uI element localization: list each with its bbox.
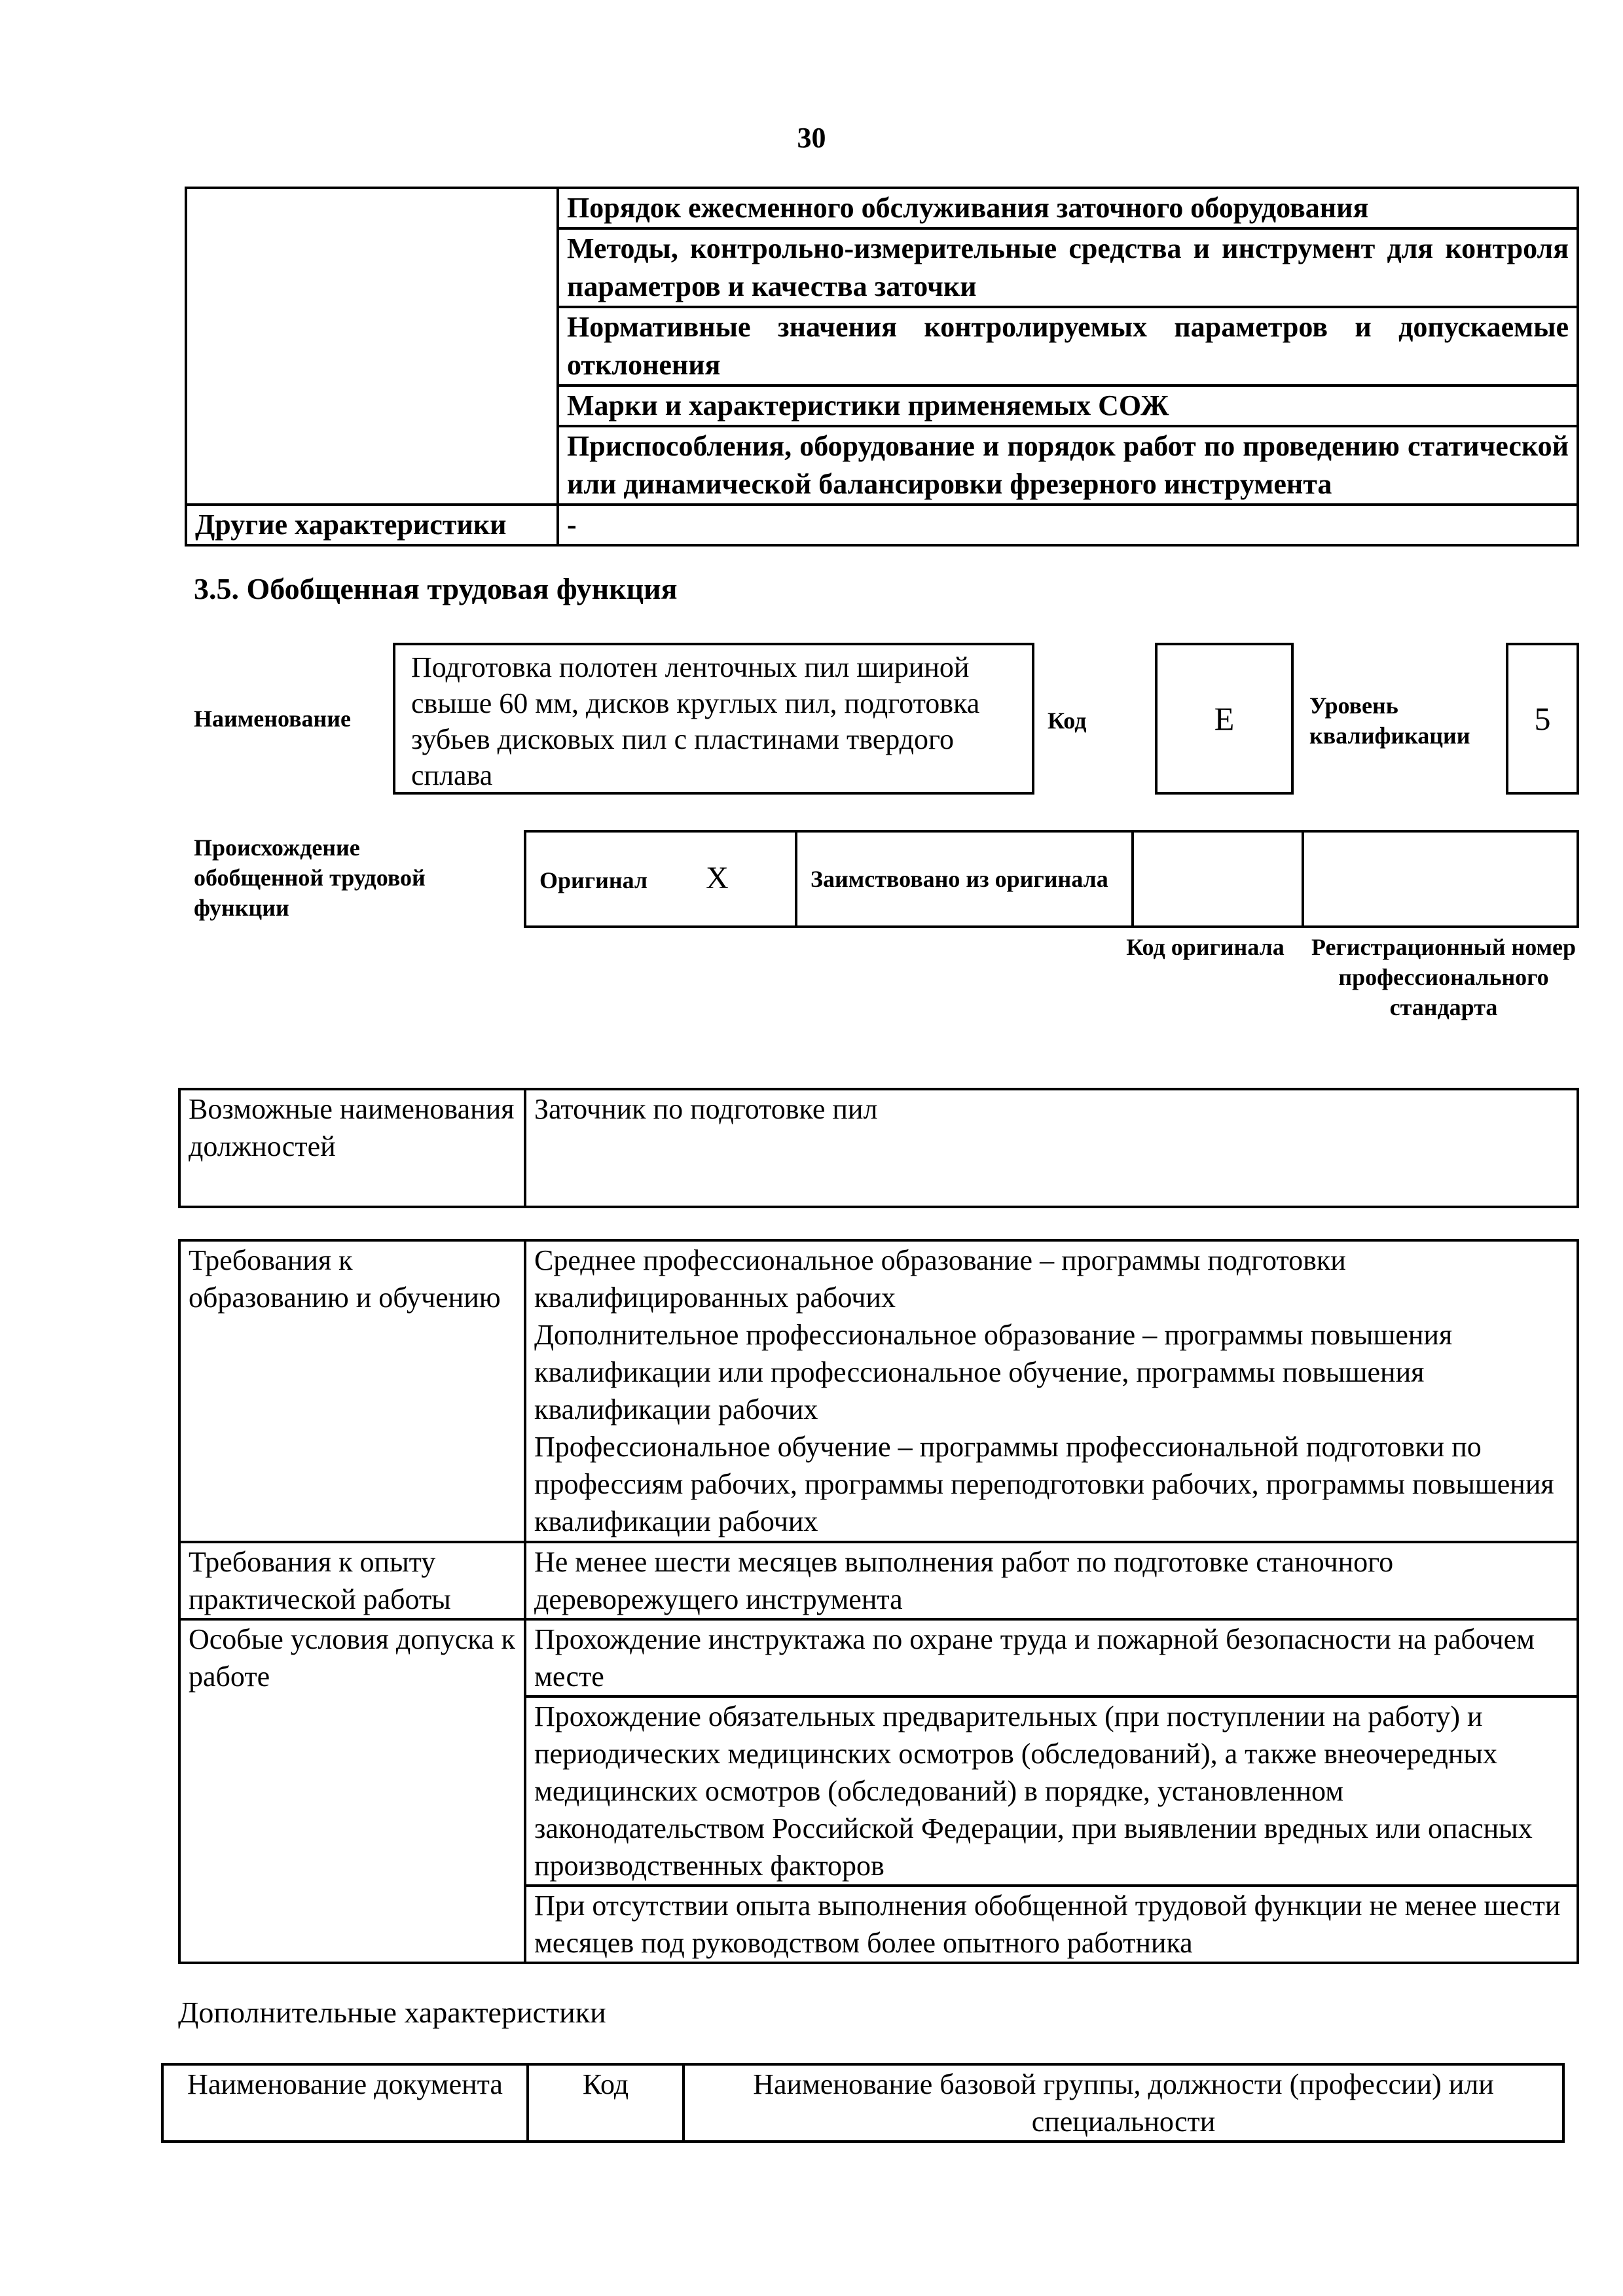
level-value: 5 (1534, 700, 1551, 737)
empty-label-cell (186, 188, 558, 505)
registration-number-caption: Регистрационный номер профессионального стандарта (1311, 934, 1577, 1020)
original-label: Оригинал (539, 867, 648, 893)
experience-label: Требования к опыту практической работы (179, 1542, 525, 1619)
knowledge-row: Марки и характеристики применяемых СОЖ (558, 386, 1578, 426)
original-mark: X (706, 860, 729, 895)
original-code-cell (1133, 831, 1303, 927)
knowledge-continuation-table (185, 187, 1579, 547)
column-header-document: Наименование документа (162, 2064, 528, 2142)
other-characteristics-value: - (558, 505, 1578, 545)
registration-number-cell (1303, 831, 1578, 927)
experience-value: Не менее шести месяцев выполнения работ по подготовке станочного дереворежущего инструмента (525, 1542, 1578, 1619)
borrowed-label: Заимствовано из оригинала (796, 831, 1133, 927)
level-box (1506, 643, 1579, 795)
column-header-code: Код (528, 2064, 684, 2142)
education-label: Требования к образованию и обучению (179, 1240, 525, 1542)
column-header-base-group: Наименование базовой группы, должности (профессии) или специальности (684, 2064, 1563, 2142)
admission-label: Особые условия допуска к работе (179, 1619, 525, 1963)
admission-item: При отсутствии опыта выполнения обобщенной трудовой функции не менее шести месяцев под руководством более опытного работника (525, 1886, 1578, 1963)
education-item: Среднее профессиональное образование – программы подготовки квалифицированных рабочих (534, 1244, 1346, 1314)
origin-table (524, 830, 1579, 928)
code-label: Код (1048, 708, 1087, 734)
section-title: 3.5. Обобщенная трудовая функция (194, 572, 678, 605)
knowledge-row: Приспособления, оборудование и порядок работ по проведению статической или динамической балансировки фрезерного инструмента (558, 426, 1578, 505)
admission-item: Прохождение инструктажа по охране труда и пожарной безопасности на рабочем месте (525, 1619, 1578, 1696)
admission-item: Прохождение обязательных предварительных (при поступлении на работу) и периодических медицинских осмотров (обследований), а также внеочередных медицинских осмотров (обследований) в порядке, установленном законодательством Российской Федерации, при выявлении вредных или опасных производственных факторов (525, 1696, 1578, 1886)
name-label: Наименование (194, 706, 351, 732)
additional-characteristics-title: Дополнительные характеристики (178, 1996, 606, 2029)
level-label: Уровень квалификации (1309, 692, 1470, 749)
education-item: Профессиональное обучение – программы профессиональной подготовки по профессиям рабочих, программы переподготовки рабочих, программы повышения квалификации рабочих (534, 1431, 1554, 1537)
job-titles-label: Возможные наименования должностей (179, 1089, 525, 1207)
code-box (1155, 643, 1294, 795)
knowledge-row: Методы, контрольно-измерительные средства и инструмент для контроля параметров и качества заточки (558, 228, 1578, 307)
origin-label: Происхождение обобщенной трудовой функции (194, 834, 426, 921)
original-code-caption: Код оригинала (1126, 934, 1285, 960)
education-item: Дополнительное профессиональное образование – программы повышения квалификации или профессиональное обучение, программы повышения квалификации рабочих (534, 1319, 1453, 1426)
code-value: E (1214, 700, 1235, 737)
job-titles-table (178, 1088, 1579, 1208)
original-cell (525, 831, 796, 927)
knowledge-row: Нормативные значения контролируемых параметров и допускаемые отклонения (558, 307, 1578, 386)
additional-characteristics-table (161, 2063, 1565, 2143)
education-value (525, 1240, 1578, 1542)
other-characteristics-label: Другие характеристики (186, 505, 558, 545)
job-titles-value: Заточник по подготовке пил (525, 1089, 1578, 1207)
requirements-table (178, 1239, 1579, 1964)
function-name: Подготовка полотен ленточных пил шириной свыше 60 мм, дисков круглых пил, подготовка зубьев дисковых пил с пластинами твердого сплава (411, 651, 980, 791)
page-number: 30 (797, 122, 826, 154)
function-name-box (393, 643, 1034, 795)
knowledge-row: Порядок ежесменного обслуживания заточного оборудования (558, 188, 1578, 228)
